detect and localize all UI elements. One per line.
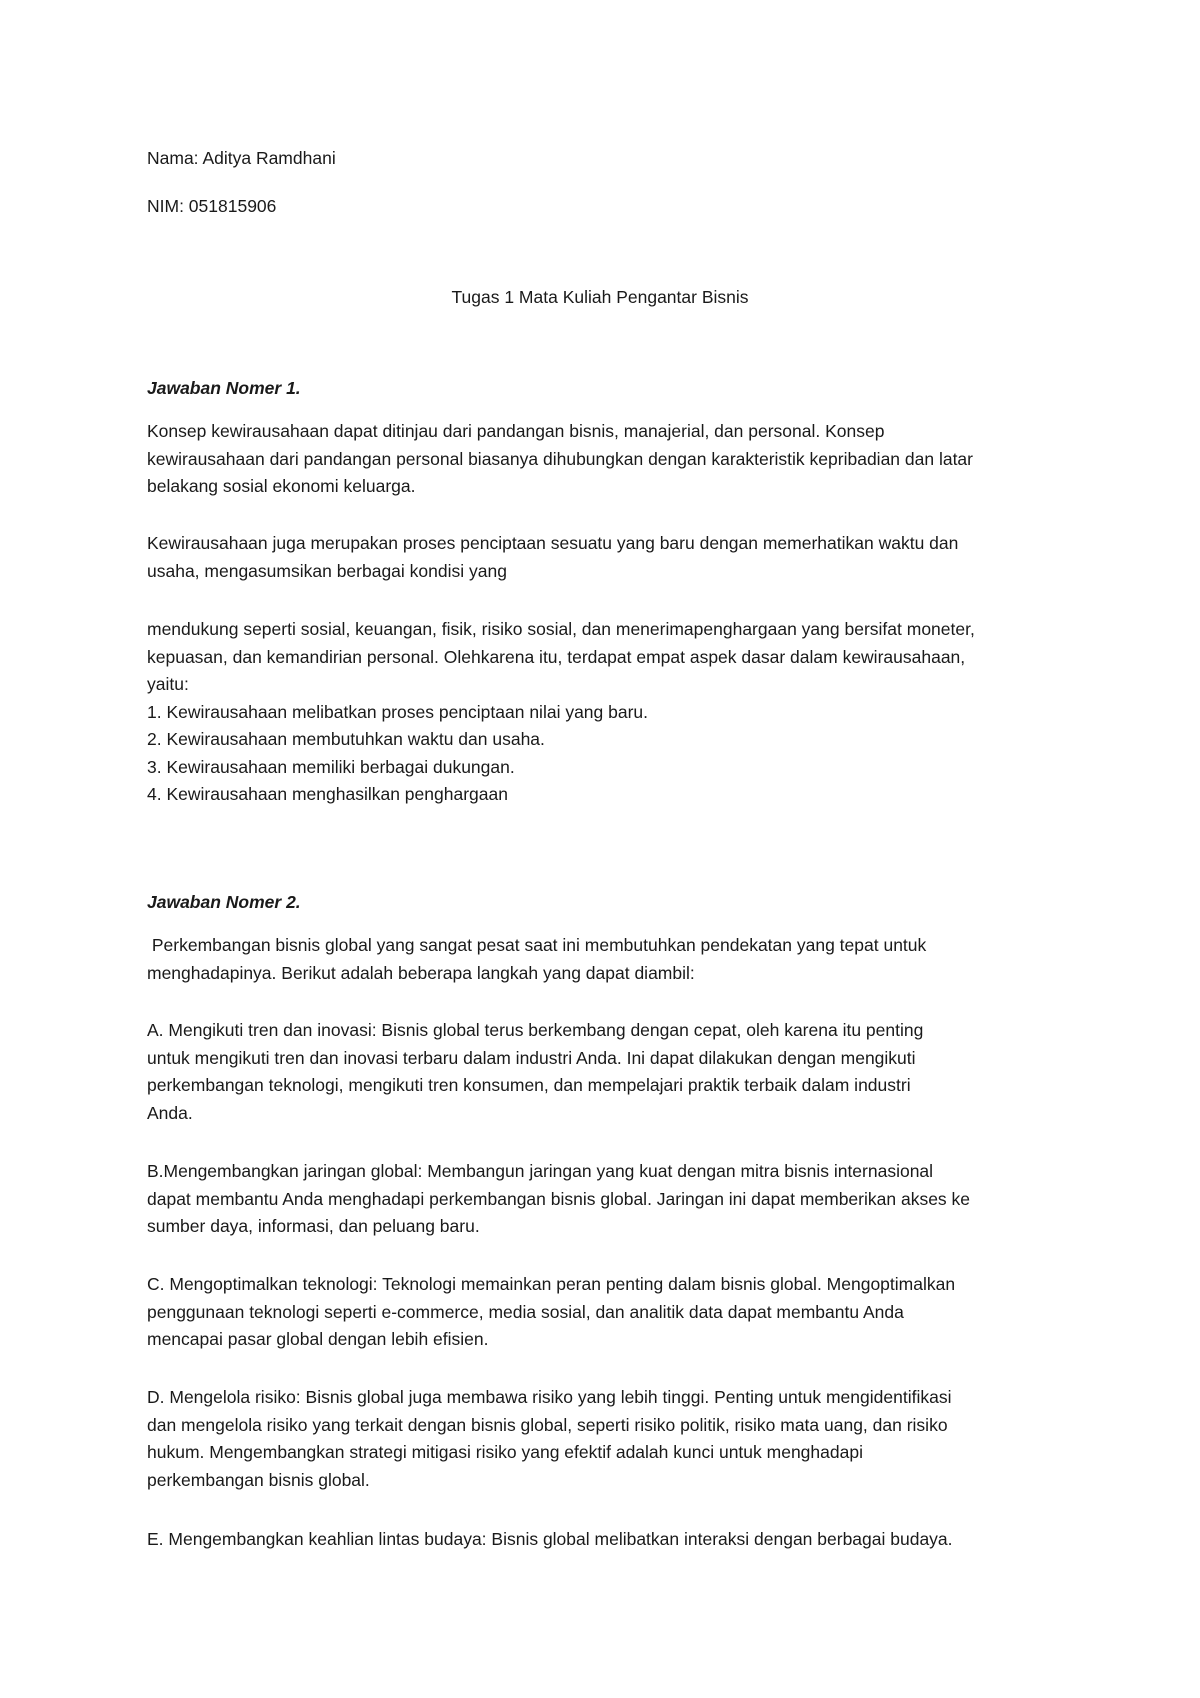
answer-2-point-a	[147, 1017, 1067, 1127]
text-line: penggunaan teknologi seperti e-commerce, media sosial, dan analitik data dapat membantu Anda	[147, 1301, 904, 1322]
text-line: perkembangan teknologi, mengikuti tren konsumen, dan mempelajari praktik terbaik dalam industri	[147, 1075, 911, 1095]
text-line: D. Mengelola risiko: Bisnis global juga membawa risiko yang lebih tinggi. Penting untuk mengidentifikasi	[147, 1387, 952, 1407]
text-line: C. Mengoptimalkan teknologi: Teknologi memainkan peran penting dalam bisnis global. Mengoptimalkan	[147, 1274, 956, 1294]
document-title: Tugas 1 Mata Kuliah Pengantar Bisnis	[451, 287, 749, 307]
answer-1-paragraph-1	[147, 418, 1067, 501]
text-line: dapat membantu Anda menghadapi perkembangan bisnis global. Jaringan ini dapat memberikan akses ke	[147, 1188, 971, 1209]
answer-2-intro	[147, 932, 1067, 987]
text-line: usaha, mengasumsikan berbagai kondisi yang	[147, 560, 507, 581]
answer-2-point-e	[147, 1526, 1067, 1554]
text-line: Kewirausahaan juga merupakan proses penciptaan sesuatu yang baru dengan memerhatikan waktu dan	[147, 533, 959, 553]
answer-2-point-c	[147, 1271, 1067, 1354]
text-line: dan mengelola risiko yang terkait dengan bisnis global, seperti risiko politik, risiko mata uang, dan risiko	[147, 1414, 948, 1435]
answer-1-paragraph-2	[147, 530, 1067, 585]
answer-2-point-d	[147, 1384, 1067, 1494]
text-line: menghadapinya. Berikut adalah beberapa langkah yang dapat diambil:	[147, 962, 695, 983]
text-line: E. Mengembangkan keahlian lintas budaya: Bisnis global melibatkan interaksi dengan berbagai budaya.	[147, 1529, 953, 1549]
list-item: 3. Kewirausahaan memiliki berbagai dukungan.	[147, 756, 515, 777]
text-line: untuk mengikuti tren dan inovasi terbaru dalam industri Anda. Ini dapat dilakukan dengan mengikuti	[147, 1047, 916, 1068]
text-line: A. Mengikuti tren dan inovasi: Bisnis global terus berkembang dengan cepat, oleh karena itu penting	[147, 1020, 924, 1040]
text-line: belakang sosial ekonomi keluarga.	[147, 476, 416, 496]
text-line: yaitu:	[147, 674, 189, 694]
list-item: 4. Kewirausahaan menghasilkan penghargaan	[147, 784, 508, 804]
text-line: kewirausahaan dari pandangan personal biasanya dihubungkan dengan karakteristik kepribadian dan latar	[147, 448, 973, 469]
text-line: kepuasan, dan kemandirian personal. Olehkarena itu, terdapat empat aspek dasar dalam kewirausahaan,	[147, 646, 966, 667]
text-line: B.Mengembangkan jaringan global: Membangun jaringan yang kuat dengan mitra bisnis internasional	[147, 1161, 934, 1181]
answer-2-point-b	[147, 1158, 1067, 1241]
text-line: Perkembangan bisnis global yang sangat pesat saat ini membutuhkan pendekatan yang tepat untuk	[147, 935, 927, 955]
text-line: Anda.	[147, 1102, 193, 1123]
text-line: sumber daya, informasi, dan peluang baru.	[147, 1216, 480, 1236]
answer-1-heading: Jawaban Nomer 1.	[147, 378, 301, 398]
text-line: mencapai pasar global dengan lebih efisien.	[147, 1329, 489, 1349]
answer-2-heading: Jawaban Nomer 2.	[147, 892, 301, 912]
text-line: hukum. Mengembangkan strategi mitigasi risiko yang efektif adalah kunci untuk menghadapi	[147, 1442, 863, 1462]
text-line: mendukung seperti sosial, keuangan, fisik, risiko sosial, dan menerimapenghargaan yang bersifat moneter,	[147, 619, 975, 639]
text-line: perkembangan bisnis global.	[147, 1469, 370, 1490]
list-item: 2. Kewirausahaan membutuhkan waktu dan usaha.	[147, 729, 545, 749]
student-nim: NIM: 051815906	[147, 196, 277, 216]
answer-1-paragraph-3	[147, 616, 1067, 809]
student-name: Nama: Aditya Ramdhani	[147, 148, 336, 168]
list-item: 1. Kewirausahaan melibatkan proses penciptaan nilai yang baru.	[147, 701, 649, 722]
text-line: Konsep kewirausahaan dapat ditinjau dari pandangan bisnis, manajerial, dan personal. Konsep	[147, 421, 885, 441]
